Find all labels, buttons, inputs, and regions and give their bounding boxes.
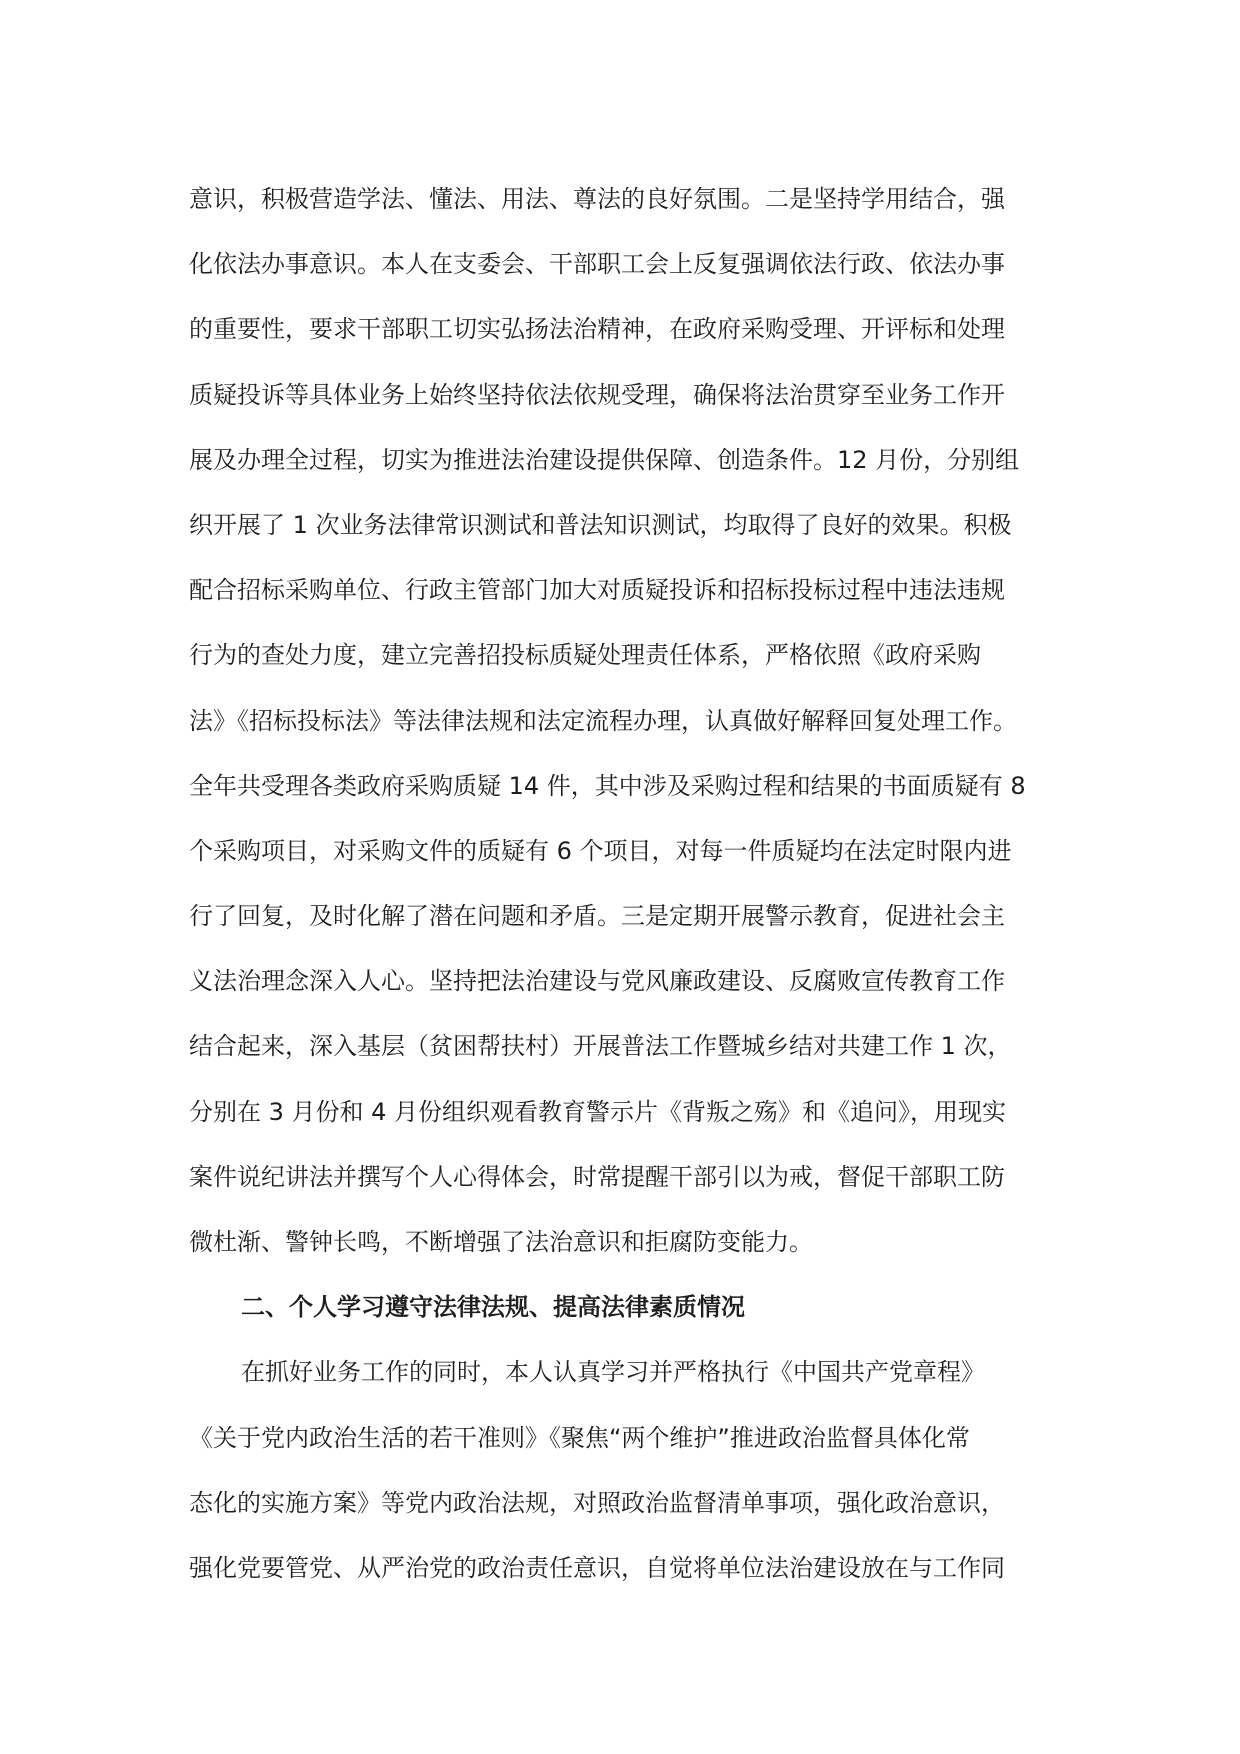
paragraph-line: 行了回复，及时化解了潜在问题和矛盾。三是定期开展警示教育，促进社会主 (189, 902, 1005, 931)
paragraph-line: 意识，积极营造学法、懂法、用法、尊法的良好氛围。二是坚持学用结合，强 (189, 185, 1005, 213)
paragraph-line: 全年共受理各类政府采购质疑 14 件，其中涉及采购过程和结果的书面质疑有 8 (189, 771, 1026, 800)
paragraph-line: 配合招标采购单位、行政主管部门加大对质疑投诉和招标投标过程中违法违规 (189, 576, 1005, 605)
paragraph-line: 展及办理全过程，切实为推进法治建设提供保障、创造条件。12 月份，分别组 (189, 445, 1020, 474)
paragraph-line: 织开展了 1 次业务法律常识测试和普法知识测试，均取得了良好的效果。积极 (189, 510, 1012, 539)
paragraph-line: 结合起来，深入基层（贫困帮扶村）开展普法工作暨城乡结对共建工作 1 次， (189, 1032, 1012, 1061)
paragraph-line: 分别在 3 月份和 4 月份组织观看教育警示片《背叛之殇》和《追问》，用现实 (189, 1097, 1007, 1126)
paragraph-line: 义法治理念深入人心。坚持把法治建设与党风廉政建设、反腐败宣传教育工作 (189, 967, 1005, 996)
paragraph-line: 态化的实施方案》等党内政治法规，对照政治监督清单事项，强化政治意识， (189, 1488, 1005, 1517)
paragraph-line: 强化党要管党、从严治党的政治责任意识，自觉将单位法治建设放在与工作同 (189, 1553, 1005, 1582)
paragraph-line: 化依法办事意识。本人在支委会、干部职工会上反复强调依法行政、依法办事 (189, 250, 1005, 279)
paragraph-line: 案件说纪讲法并撰写个人心得体会，时常提醒干部引以为戒，督促干部职工防 (189, 1162, 1005, 1191)
paragraph-line: 法》《招标投标法》等法律法规和法定流程办理，认真做好解释回复处理工作。 (189, 706, 1017, 735)
paragraph-line: 微杜渐、警钟长鸣，不断增强了法治意识和拒腐防变能力。 (189, 1228, 813, 1256)
paragraph-line: 在抓好业务工作的同时，本人认真学习并严格执行《中国共产党章程》 (241, 1358, 985, 1387)
paragraph-line: 质疑投诉等具体业务上始终坚持依法依规受理，确保将法治贯穿至业务工作开 (189, 380, 1005, 409)
paragraph-line: 《关于党内政治生活的若干准则》《聚焦“两个维护”推进政治监督具体化常 (189, 1423, 970, 1452)
paragraph-line: 行为的查处力度，建立完善招投标质疑处理责任体系，严格依照《政府采购 (189, 641, 981, 670)
section-heading: 二、个人学习遵守法律法规、提高法律素质情况 (241, 1293, 745, 1322)
paragraph-line: 的重要性，要求干部职工切实弘扬法治精神，在政府采购受理、开评标和处理 (189, 315, 1005, 344)
paragraph-line: 个采购项目，对采购文件的质疑有 6 个项目，对每一件质疑均在法定时限内进 (189, 836, 1012, 865)
document-body (189, 167, 1069, 1601)
